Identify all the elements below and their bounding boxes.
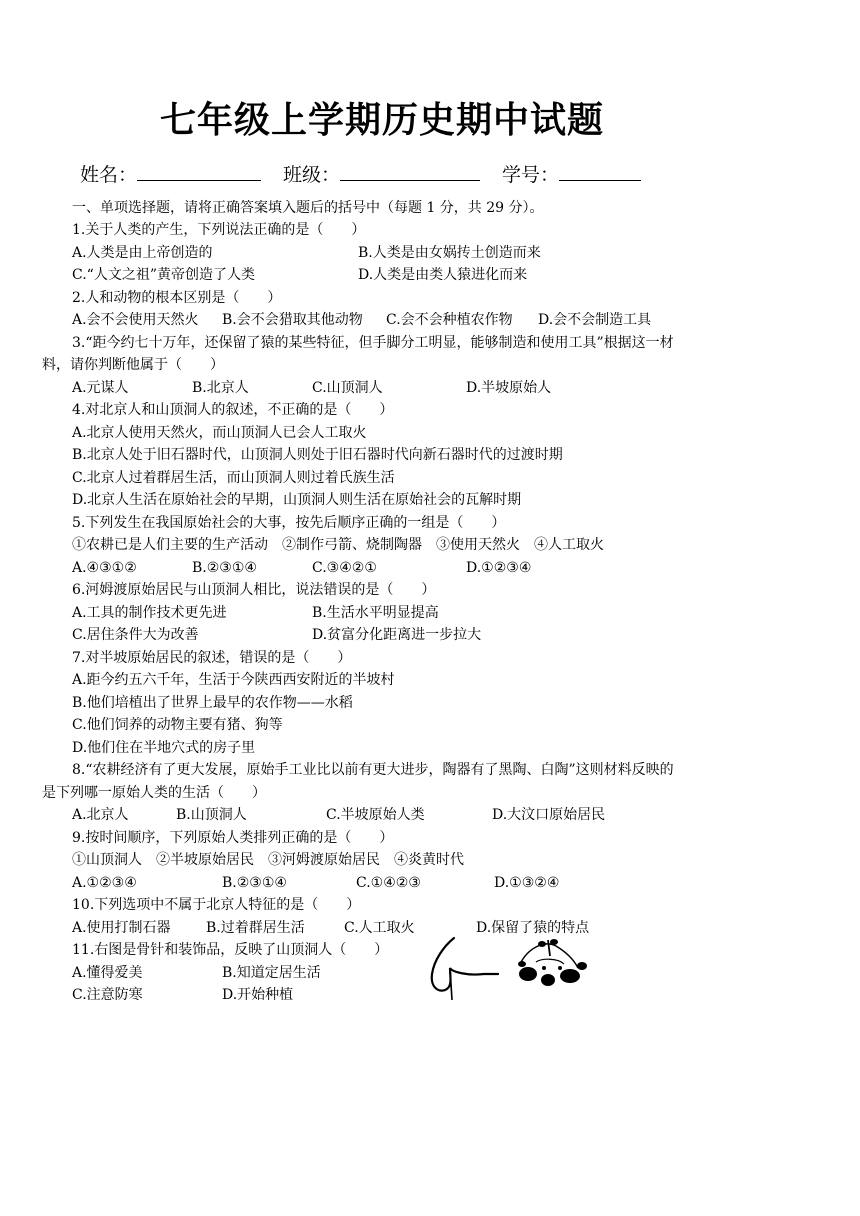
q3-stem-line2: 料，请你判断他属于（ ）	[42, 357, 224, 373]
q1-option-a[interactable]: A.人类是由上帝创造的	[72, 245, 213, 261]
q6-option-a[interactable]: A.工具的制作技术更先进	[72, 605, 227, 621]
student-id-field[interactable]	[559, 162, 641, 181]
q6-option-c[interactable]: C.居住条件大为改善	[72, 627, 199, 643]
class-label: 班级：	[283, 164, 341, 186]
page-title: 七年级上学期历史期中试题	[160, 100, 605, 141]
bone-needle-icon	[432, 938, 498, 1000]
q3-stem-line1: 3.“距今约七十万年，还保留了猿的某些特征，但手脚分工明显，能够制造和使用工具”根据这一材	[72, 335, 674, 351]
section-heading: 一、单项选择题，请将正确答案填入题后的括号中（每题 1 分，共 29 分）。	[72, 200, 544, 216]
q6-option-b[interactable]: B.生活水平明显提高	[312, 605, 439, 621]
q9-option-c[interactable]: C.①④②③	[356, 875, 421, 891]
q3-option-d[interactable]: D.半坡原始人	[466, 380, 552, 396]
q9-items: ①山顶洞人 ②半坡原始居民 ③河姆渡原始居民 ④炎黄时代	[72, 852, 464, 868]
student-id-label: 学号：	[502, 164, 560, 186]
q9-stem: 9.按时间顺序，下列原始人类排列正确的是（ ）	[72, 830, 394, 846]
q7-option-d[interactable]: D.他们住在半地穴式的房子里	[72, 740, 256, 756]
q3-option-c[interactable]: C.山顶洞人	[312, 380, 383, 396]
q5-option-d[interactable]: D.①②③④	[466, 560, 532, 576]
q7-stem: 7.对半坡原始居民的叙述，错误的是（ ）	[72, 650, 352, 666]
q4-option-c[interactable]: C.北京人过着群居生活，而山顶洞人则过着氏族生活	[72, 470, 395, 486]
q10-option-b[interactable]: B.过着群居生活	[206, 920, 305, 936]
q2-option-a[interactable]: A.会不会使用天然火	[72, 312, 199, 328]
q11-stem: 11.右图是骨针和装饰品，反映了山顶洞人（ ）	[72, 942, 389, 958]
q5-stem: 5.下列发生在我国原始社会的大事，按先后顺序正确的一组是（ ）	[72, 515, 506, 531]
q8-option-b[interactable]: B.山顶洞人	[176, 807, 247, 823]
q3-option-a[interactable]: A.元谋人	[72, 380, 129, 396]
q9-option-d[interactable]: D.①③②④	[494, 875, 560, 891]
name-field[interactable]	[137, 162, 261, 181]
q1-option-c[interactable]: C.“人文之祖”黄帝创造了人类	[72, 267, 255, 283]
q1-option-b[interactable]: B.人类是由女娲抟土创造而来	[358, 245, 541, 261]
q9-option-b[interactable]: B.②③①④	[222, 875, 287, 891]
q11-option-b[interactable]: B.知道定居生活	[222, 965, 321, 981]
q11-option-c[interactable]: C.注意防寒	[72, 987, 143, 1003]
q7-option-a[interactable]: A.距今约五六千年，生活于今陕西西安附近的半坡村	[72, 672, 395, 688]
ornament-icon	[518, 939, 587, 986]
student-info-row	[80, 160, 663, 187]
q9-option-a[interactable]: A.①②③④	[72, 875, 137, 891]
class-field[interactable]	[340, 162, 480, 181]
q8-option-d[interactable]: D.大汶口原始居民	[492, 807, 606, 823]
q7-option-b[interactable]: B.他们培植出了世界上最早的农作物——水稻	[72, 695, 353, 711]
q8-stem-line1: 8.“农耕经济有了更大发展，原始手工业比以前有更大进步，陶器有了黑陶、白陶”这则材料反映的	[72, 762, 674, 778]
q8-option-a[interactable]: A.北京人	[72, 807, 129, 823]
q2-stem: 2.人和动物的根本区别是（ ）	[72, 290, 282, 306]
q10-stem: 10.下列选项中不属于北京人特征的是（ ）	[72, 897, 361, 913]
q6-stem: 6.河姆渡原始居民与山顶洞人相比，说法错误的是（ ）	[72, 582, 436, 598]
name-label: 姓名：	[80, 164, 138, 186]
q5-option-c[interactable]: C.③④②①	[312, 560, 377, 576]
q8-option-c[interactable]: C.半坡原始人类	[326, 807, 425, 823]
q10-option-c[interactable]: C.人工取火	[344, 920, 415, 936]
q5-items: ①农耕已是人们主要的生产活动 ②制作弓箭、烧制陶器 ③使用天然火 ④人工取火	[72, 537, 604, 553]
q7-option-c[interactable]: C.他们饲养的动物主要有猪、狗等	[72, 717, 283, 733]
q1-option-d[interactable]: D.人类是由类人猿进化而来	[358, 267, 528, 283]
q5-option-a[interactable]: A.④③①②	[72, 560, 137, 576]
q4-stem: 4.对北京人和山顶洞人的叙述，不正确的是（ ）	[72, 402, 394, 418]
q10-option-d[interactable]: D.保留了猿的特点	[476, 920, 590, 936]
q2-option-c[interactable]: C.会不会种植农作物	[386, 312, 513, 328]
q5-option-b[interactable]: B.②③①④	[192, 560, 257, 576]
q10-option-a[interactable]: A.使用打制石器	[72, 920, 171, 936]
q4-option-d[interactable]: D.北京人生活在原始社会的早期，山顶洞人则生活在原始社会的瓦解时期	[72, 492, 522, 508]
q3-option-b[interactable]: B.北京人	[192, 380, 249, 396]
q11-option-a[interactable]: A.懂得爱美	[72, 965, 143, 981]
q4-option-b[interactable]: B.北京人处于旧石器时代，山顶洞人则处于旧石器时代向新石器时代的过渡时期	[72, 447, 563, 463]
q11-option-d[interactable]: D.开始种植	[222, 987, 294, 1003]
q1-stem: 1.关于人类的产生，下列说法正确的是（ ）	[72, 222, 366, 238]
q2-option-d[interactable]: D.会不会制造工具	[538, 312, 652, 328]
q2-option-b[interactable]: B.会不会猎取其他动物	[222, 312, 363, 328]
q8-stem-line2: 是下列哪一原始人类的生活（ ）	[42, 785, 266, 801]
bone-needle-ornament-figure	[424, 934, 604, 1008]
q4-option-a[interactable]: A.北京人使用天然火，而山顶洞人已会人工取火	[72, 425, 367, 441]
q6-option-d[interactable]: D.贫富分化距离进一步拉大	[312, 627, 482, 643]
